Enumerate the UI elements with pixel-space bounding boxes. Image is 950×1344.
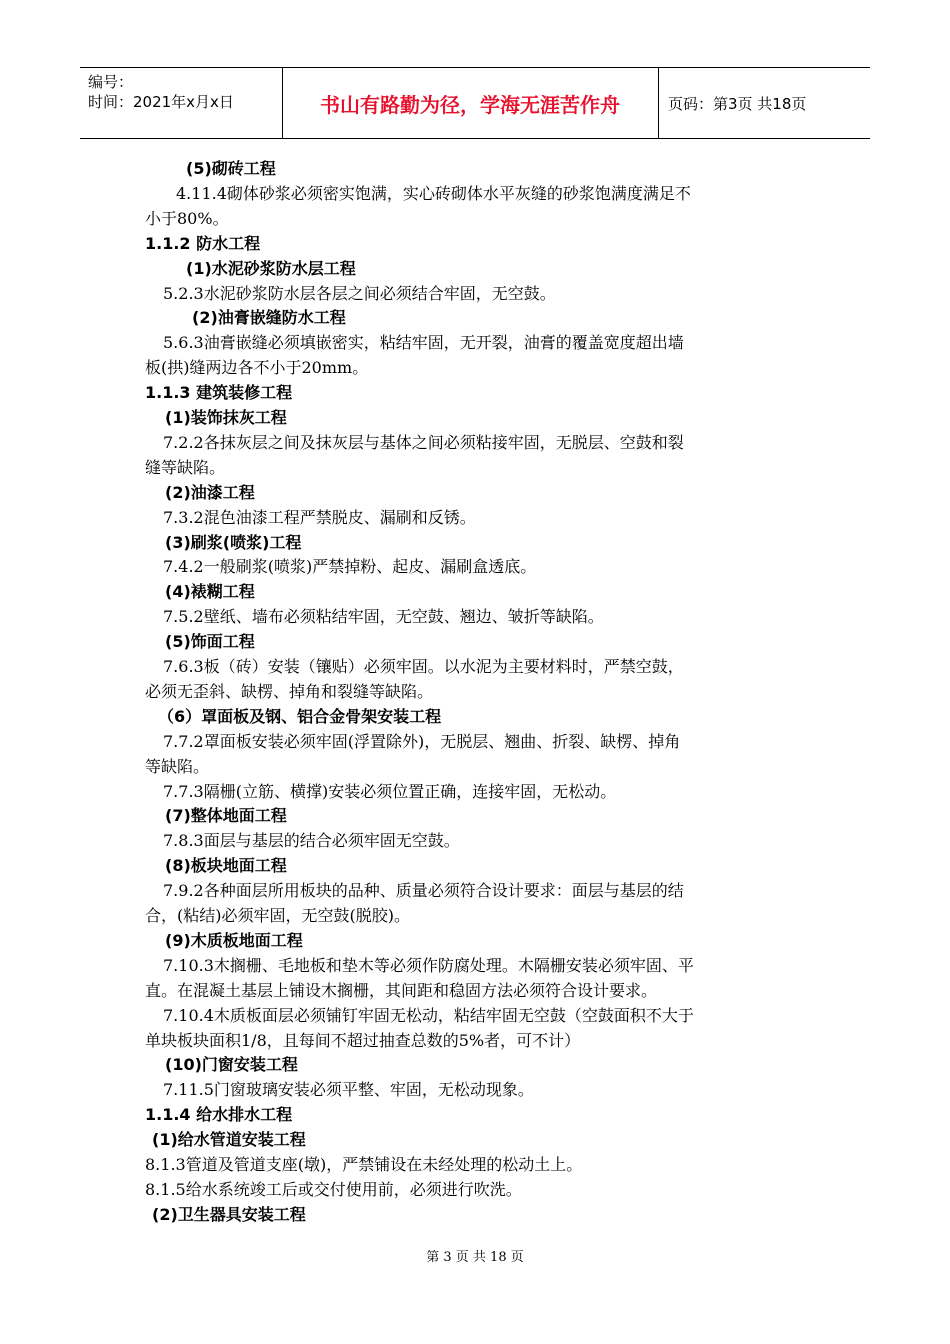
section-heading: (1)给水管道安装工程 <box>152 1130 306 1150</box>
section-heading: (5)砌砖工程 <box>186 159 276 178</box>
section-heading: (10)门窗安装工程 <box>165 1055 298 1075</box>
body-text-line: 7.7.2罩面板安装必须牢固(浮置除外)，无脱层、翘曲、折裂、缺楞、掉角 <box>163 731 681 751</box>
body-text-line: 7.5.2壁纸、墙布必须粘结牢固，无空鼓、翘边、皱折等缺陷。 <box>163 607 604 627</box>
body-text-line: 8.1.5给水系统竣工后或交付使用前，必须进行吹洗。 <box>145 1179 522 1199</box>
section-heading: (3)刷浆(喷浆)工程 <box>165 532 302 552</box>
section-heading: (2)卫生器具安装工程 <box>152 1204 306 1224</box>
body-text-line: 7.7.3隔栅(立筋、横撑)安装必须位置正确，连接牢固，无松动。 <box>163 781 617 801</box>
body-text-line: 7.8.3面层与基层的结合必须牢固无空鼓。 <box>163 831 460 851</box>
body-text-line: 7.6.3板（砖）安装（镶贴）必须牢固。以水泥为主要材料时，严禁空鼓， <box>163 657 684 676</box>
section-heading: (1)装饰抹灰工程 <box>165 408 287 427</box>
header-motto: 书山有路勤为径，学海无涯苦作舟 <box>282 68 659 138</box>
body-text-line: 5.2.3水泥砂浆防水层各层之间必须结合牢固，无空鼓。 <box>163 283 556 303</box>
section-heading: (2)油漆工程 <box>165 482 255 502</box>
body-text-line: 7.11.5门窗玻璃安装必须平整、牢固，无松动现象。 <box>163 1080 534 1100</box>
body-text-line: 单块板块面积1/8，且每间不超过抽查总数的5%者，可不计） <box>145 1030 581 1050</box>
body-text-line: 7.10.3木搁栅、毛地板和垫木等必须作防腐处理。木隔栅安装必须牢固、平 <box>163 955 694 975</box>
body-text-line: 7.4.2一般刷浆(喷浆)严禁掉粉、起皮、漏刷盒透底。 <box>163 557 537 577</box>
body-text-line: 板(拱)缝两边各不小于20mm。 <box>145 358 369 378</box>
page-header <box>80 67 870 139</box>
section-heading: 1.1.2 防水工程 <box>145 233 261 253</box>
section-heading: (4)裱糊工程 <box>165 582 255 602</box>
document-number-label: 编号： <box>88 73 134 91</box>
body-text-line: 合，(粘结)必须牢固，无空鼓(脱胶)。 <box>145 906 410 925</box>
body-text-line: 5.6.3油膏嵌缝必须填嵌密实，粘结牢固，无开裂，油膏的覆盖宽度超出墙 <box>163 333 684 353</box>
body-text-line: 7.2.2各抹灰层之间及抹灰层与基体之间必须粘接牢固，无脱层、空鼓和裂 <box>163 432 684 452</box>
body-text-line: 必须无歪斜、缺楞、掉角和裂缝等缺陷。 <box>145 681 434 701</box>
page-footer: 第 3 页 共 18 页 <box>426 1250 524 1265</box>
section-heading: 1.1.4 给水排水工程 <box>145 1105 293 1125</box>
section-heading: (8)板块地面工程 <box>165 856 287 876</box>
header-meta <box>80 68 283 138</box>
body-text-line: 7.10.4木质板面层必须铺钉牢固无松动，粘结牢固无空鼓（空鼓面积不大于 <box>163 1005 694 1025</box>
section-heading: 1.1.3 建筑装修工程 <box>145 383 293 403</box>
section-heading: (1)水泥砂浆防水层工程 <box>186 258 356 278</box>
body-text-line: 7.3.2混色油漆工程严禁脱皮、漏刷和反锈。 <box>163 507 476 527</box>
body-text-line: 小于80%。 <box>145 208 229 228</box>
body-text-line: 等缺陷。 <box>145 756 210 776</box>
section-heading: （6）罩面板及钢、铝合金骨架安装工程 <box>158 706 442 726</box>
document-time-label: 时间：2021年x月x日 <box>88 93 234 111</box>
section-heading: (5)饰面工程 <box>165 632 255 652</box>
section-heading: (7)整体地面工程 <box>165 806 287 826</box>
header-page-info: 页码：第3页 共18页 <box>668 94 807 113</box>
body-text-line: 4.11.4砌体砂浆必须密实饱满，实心砖砌体水平灰缝的砂浆饱满度满足不 <box>176 183 691 203</box>
body-text-line: 7.9.2各种面层所用板块的品种、质量必须符合设计要求：面层与基层的结 <box>163 881 684 901</box>
section-heading: (2)油膏嵌缝防水工程 <box>192 308 346 328</box>
body-text-line: 直。在混凝土基层上铺设木搁栅，其间距和稳固方法必须符合设计要求。 <box>145 980 658 1000</box>
body-text-line: 8.1.3管道及管道支座(墩)，严禁铺设在未经处理的松动土上。 <box>145 1155 583 1174</box>
body-text-line: 缝等缺陷。 <box>145 457 226 477</box>
section-heading: (9)木质板地面工程 <box>165 930 303 950</box>
